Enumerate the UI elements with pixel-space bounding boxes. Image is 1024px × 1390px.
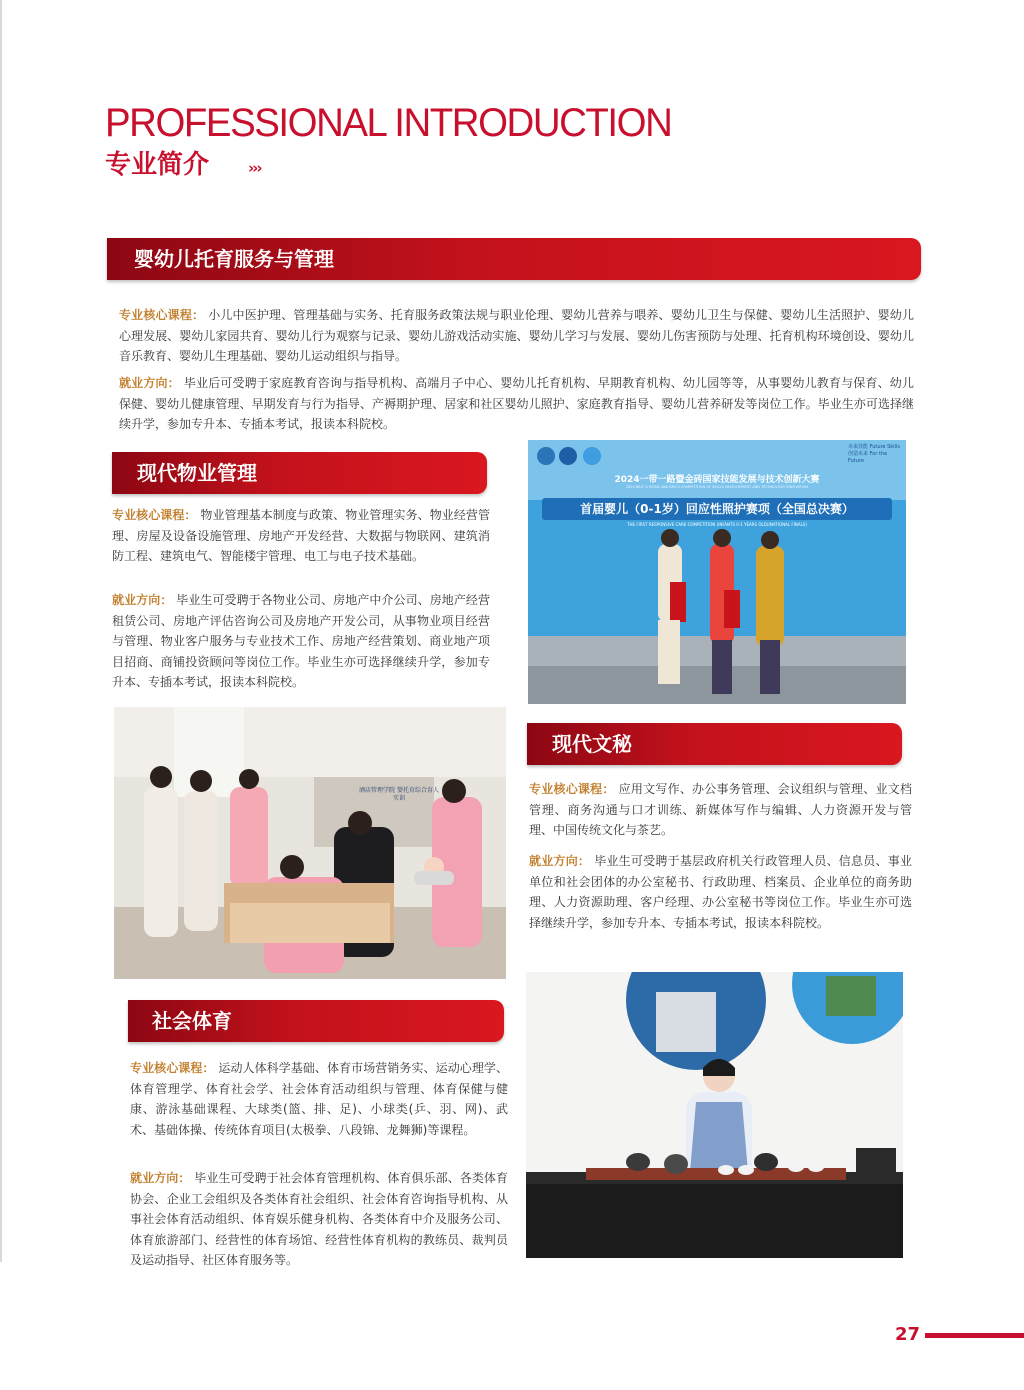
core-label: 专业核心课程： (112, 508, 197, 522)
secretary-job-paragraph (529, 851, 912, 933)
section-banner-infant (107, 238, 921, 280)
page-title-en: PROFESSIONAL INTRODUCTION (105, 101, 672, 145)
job-text: 毕业生可受聘于基层政府机关行政管理人员、信息员、事业单位和社会团体的办公室秘书、行政助理、档案员、企业单位的商务助理、人力资源助理、客户经理、办公室秘书等岗位工作。毕业生亦可选择继续升学，参加专升本、专插本考试，报读本科院校。 (529, 854, 912, 930)
core-label: 专业核心课程： (119, 308, 205, 322)
competition-corner-slogan: 未来技能 Future Skills 创造未来 For the Future (848, 444, 900, 464)
classroom-sign-text: 酒店管理学院 婴托育综合育人实训 (359, 787, 439, 802)
property-core-paragraph (112, 505, 490, 567)
job-text: 毕业后可受聘于家庭教育咨询与指导机构、高端月子中心、婴幼儿托育机构、早期教育机构、幼儿园等等，从事婴幼儿教育与保育、幼儿保健、婴幼儿健康管理、早期发育与行为指导、产褥期护理、居家和社区婴幼儿照护、家庭教育指导、婴幼儿营养研发等岗位工作。毕业生亦可选择继续升学，参加专升本、专插本考试，报读本科院校。 (119, 376, 914, 431)
page-number: 27 (894, 1324, 920, 1345)
section-banner-property (112, 452, 487, 494)
chevron-arrows-icon: ››› (248, 159, 261, 177)
infant-core-paragraph (119, 305, 914, 367)
property-job-paragraph (112, 590, 490, 693)
page-number-bar (925, 1333, 1024, 1338)
infant-job-paragraph (119, 373, 914, 435)
tea-ceremony-photo (526, 972, 903, 1258)
section-title: 婴幼儿托育服务与管理 (134, 247, 334, 271)
section-title: 现代物业管理 (137, 461, 257, 485)
competition-main-sub: THE FIRST RESPONSIVE CARE COMPETITION (INFANTS 0-1 YEARS OLD)(NATIONAL FINALS) (627, 522, 807, 527)
section-banner-sports (128, 1000, 504, 1042)
job-label: 就业方向： (130, 1171, 191, 1185)
section-title: 社会体育 (152, 1009, 232, 1033)
core-text: 小儿中医护理、管理基础与实务、托育服务政策法规与职业伦理、婴幼儿营养与喂养、婴幼儿卫生与保健、婴幼儿生活照护、婴幼儿心理发展、婴幼儿家园共育、婴幼儿行为观察与记录、婴幼儿游戏活动实施、婴幼儿学习与发展、婴幼儿伤害预防与处理、托育机构环境创设、婴幼儿音乐教育、婴幼儿生理基础、婴幼儿运动组织与指导。 (119, 308, 914, 363)
core-text: 运动人体科学基础、体育市场营销务实、运动心理学、体育管理学、体育社会学、社会体育活动组织与管理、体育保健与健康、游泳基础课程、大球类(篮、排、足)、小球类(乒、羽、网)、武术、基础体操、传统体育项目(太极拳、八段锦、龙舞狮)等课程。 (130, 1061, 508, 1137)
competition-headline: 2024一带一路暨金砖国家技能发展与技术创新大赛 (614, 475, 820, 485)
page-title-cn: 专业简介 (105, 150, 210, 180)
core-label: 专业核心课程： (529, 782, 615, 796)
job-label: 就业方向： (119, 376, 180, 390)
competition-subline: 2024 BELT & ROAD AND BRICS COMPETITION OF SKILLS DEVELOPMENT AND TECHNOLOGY INNOVATION (625, 485, 809, 489)
core-text: 应用文写作、办公事务管理、会议组织与管理、业文档管理、商务沟通与口才训练、新媒体写作与编辑、人力资源开发与管理、中国传统文化与茶艺。 (529, 782, 912, 837)
secretary-core-paragraph (529, 779, 912, 841)
job-text: 毕业生可受聘于社会体育管理机构、体育俱乐部、各类体育协会、企业工会组织及各类体育社会组织、社会体育咨询指导机构、从事社会体育活动组织、体育娱乐健身机构、各类体育中介及服务公司、体育旅游部门、经营性的体育场馆、经营性体育机构的教练员、裁判员及运动指导、社区体育服务等。 (130, 1171, 508, 1267)
job-text: 毕业生可受聘于各物业公司、房地产中介公司、房地产经营租赁公司、房地产评估咨询公司及房地产开发公司，从事物业项目经营与管理、物业客户服务与专业技术工作、房地产经营策划、商业地产项目招商、商铺投资顾问等岗位工作。毕业生亦可选择继续升学，参加专升本、专插本考试，报读本科院校。 (112, 593, 490, 689)
competition-main-title: 首届婴儿（0-1岁）回应性照护赛项（全国总决赛） (542, 498, 892, 520)
core-label: 专业核心课程： (130, 1061, 215, 1075)
classroom-photo (114, 707, 506, 979)
sports-core-paragraph (130, 1058, 508, 1140)
job-label: 就业方向： (112, 593, 173, 607)
page-edge-rule (0, 0, 2, 1262)
competition-photo (528, 440, 906, 704)
sports-job-paragraph (130, 1168, 508, 1271)
core-text: 物业管理基本制度与政策、物业管理实务、物业经营管理、房屋及设备设施管理、房地产开发经营、大数据与物联网、建筑消防工程、建筑电气、智能楼宇管理、电工与电子技术基础。 (112, 508, 490, 563)
section-title: 现代文秘 (552, 732, 632, 756)
job-label: 就业方向： (529, 854, 591, 868)
section-banner-secretary (527, 723, 902, 765)
